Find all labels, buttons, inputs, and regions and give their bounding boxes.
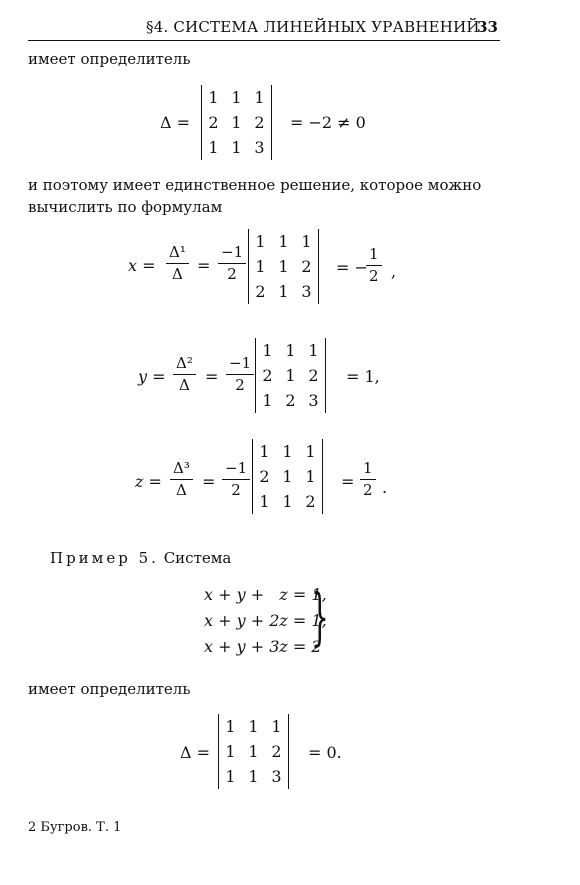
y-cell: 1: [308, 341, 319, 360]
equals: =: [148, 472, 162, 491]
right-brace-icon: }: [311, 580, 329, 653]
det2-matrix: [218, 714, 289, 789]
x-cell: 2: [301, 257, 312, 276]
paragraph-3: имеет определитель: [28, 680, 191, 698]
system-row: x + y + 3z = 2: [204, 637, 322, 656]
eq-x-matrix: [248, 229, 319, 304]
det1-matrix: [201, 85, 272, 160]
eq-y-rhs: = 1,: [346, 367, 380, 386]
det1-cell: 1: [231, 88, 242, 107]
example-heading: [50, 549, 231, 567]
z-cell: 1: [282, 467, 293, 486]
eq-x-rhs-frac: [366, 246, 382, 286]
eq-x-lhs: [128, 256, 156, 275]
coef-num: −1: [218, 244, 246, 264]
example-label: Пример 5.: [50, 549, 159, 567]
paragraph-2-line2: вычислить по формулам: [28, 198, 223, 216]
page-header: [28, 12, 500, 41]
y-cell: 1: [262, 341, 273, 360]
x-cell: 1: [301, 232, 312, 251]
frac-num: Δ¹: [166, 244, 189, 264]
y-cell: 1: [285, 341, 296, 360]
eq-z-rhs-eq: =: [341, 472, 355, 491]
det1-rhs: = −2 ≠ 0: [290, 113, 366, 132]
rhs-den: 2: [363, 481, 373, 500]
eq-x-end: ,: [391, 262, 397, 281]
var-x: x: [128, 256, 138, 275]
eq-z-frac1: [170, 460, 193, 500]
det2-cell: 1: [248, 767, 259, 786]
det2-cell: 1: [271, 717, 282, 736]
x-cell: 1: [278, 282, 289, 301]
z-cell: 1: [305, 467, 316, 486]
rhs-num: 1: [360, 460, 376, 480]
paragraph-2-line1: и поэтому имеет единственное решение, которое можно: [28, 176, 482, 194]
y-cell: 2: [285, 391, 296, 410]
header-title: §4. СИСТЕМА ЛИНЕЙНЫХ УРАВНЕНИЙ: [146, 18, 480, 36]
frac-num: Δ²: [173, 355, 196, 375]
det2-cell: 1: [248, 742, 259, 761]
x-cell: 3: [301, 282, 312, 301]
det2-lhs: Δ =: [180, 743, 211, 762]
eq-x-frac1: [166, 244, 189, 284]
det2-cell: 1: [248, 717, 259, 736]
equals: =: [205, 367, 219, 386]
det1-lhs: Δ =: [160, 113, 191, 132]
det1-cell: 1: [231, 138, 242, 157]
equals: =: [152, 367, 166, 386]
eq-z-rhs-frac: [360, 460, 376, 500]
eq-y-lhs: [138, 367, 166, 386]
det2-cell: 1: [225, 717, 236, 736]
det2-cell: 1: [225, 767, 236, 786]
y-cell: 1: [285, 366, 296, 385]
det1-cell: 1: [208, 138, 219, 157]
eq-z-lhs: [135, 472, 162, 491]
eq-y-coef: [226, 355, 254, 395]
rhs-den: 2: [369, 267, 379, 286]
coef-den: 2: [227, 265, 237, 284]
page-footer: 2 Бугров. Т. 1: [28, 820, 122, 835]
eq-z-matrix: [252, 439, 323, 514]
x-cell: 1: [255, 257, 266, 276]
eq-z-end: .: [382, 478, 388, 497]
x-cell: 1: [255, 232, 266, 251]
system-equations: [204, 585, 327, 663]
equals: =: [197, 256, 211, 275]
x-cell: 1: [278, 257, 289, 276]
y-cell: 3: [308, 391, 319, 410]
det1-cell: 1: [231, 113, 242, 132]
coef-num: −1: [222, 460, 250, 480]
det2-cell: 2: [271, 742, 282, 761]
coef-den: 2: [235, 376, 245, 395]
det1-cell: 2: [208, 113, 219, 132]
eq-z-coef: [222, 460, 250, 500]
eq-y-frac1: [173, 355, 196, 395]
system-row: x + y + 2z = 1,: [204, 611, 327, 630]
example-text: Система: [163, 549, 232, 567]
system-row: x + y + z = 1,: [204, 585, 327, 604]
z-cell: 2: [305, 492, 316, 511]
z-cell: 1: [259, 492, 270, 511]
page-number: 33: [477, 18, 498, 36]
y-cell: 2: [262, 366, 273, 385]
z-cell: 2: [259, 467, 270, 486]
y-cell: 2: [308, 366, 319, 385]
frac-den: Δ: [172, 265, 183, 284]
var-y: y: [138, 367, 148, 386]
det2-cell: 1: [225, 742, 236, 761]
equals: =: [142, 256, 156, 275]
det1-cell: 1: [254, 88, 265, 107]
coef-den: 2: [231, 481, 241, 500]
y-cell: 1: [262, 391, 273, 410]
z-cell: 1: [259, 442, 270, 461]
eq-x-rhs-eq: = −: [336, 258, 368, 277]
det1-cell: 2: [254, 113, 265, 132]
z-cell: 1: [282, 442, 293, 461]
z-cell: 1: [305, 442, 316, 461]
coef-num: −1: [226, 355, 254, 375]
eq-x-coef: [218, 244, 246, 284]
z-cell: 1: [282, 492, 293, 511]
paragraph-1: имеет определитель: [28, 50, 191, 68]
frac-num: Δ³: [170, 460, 193, 480]
det2-cell: 3: [271, 767, 282, 786]
eq-y-matrix: [255, 338, 326, 413]
frac-den: Δ: [176, 481, 187, 500]
var-z: z: [135, 472, 144, 491]
x-cell: 2: [255, 282, 266, 301]
x-cell: 1: [278, 232, 289, 251]
det2-rhs: = 0.: [308, 743, 342, 762]
rhs-num: 1: [366, 246, 382, 266]
equals: =: [202, 472, 216, 491]
det1-cell: 1: [208, 88, 219, 107]
det1-cell: 3: [254, 138, 265, 157]
frac-den: Δ: [179, 376, 190, 395]
